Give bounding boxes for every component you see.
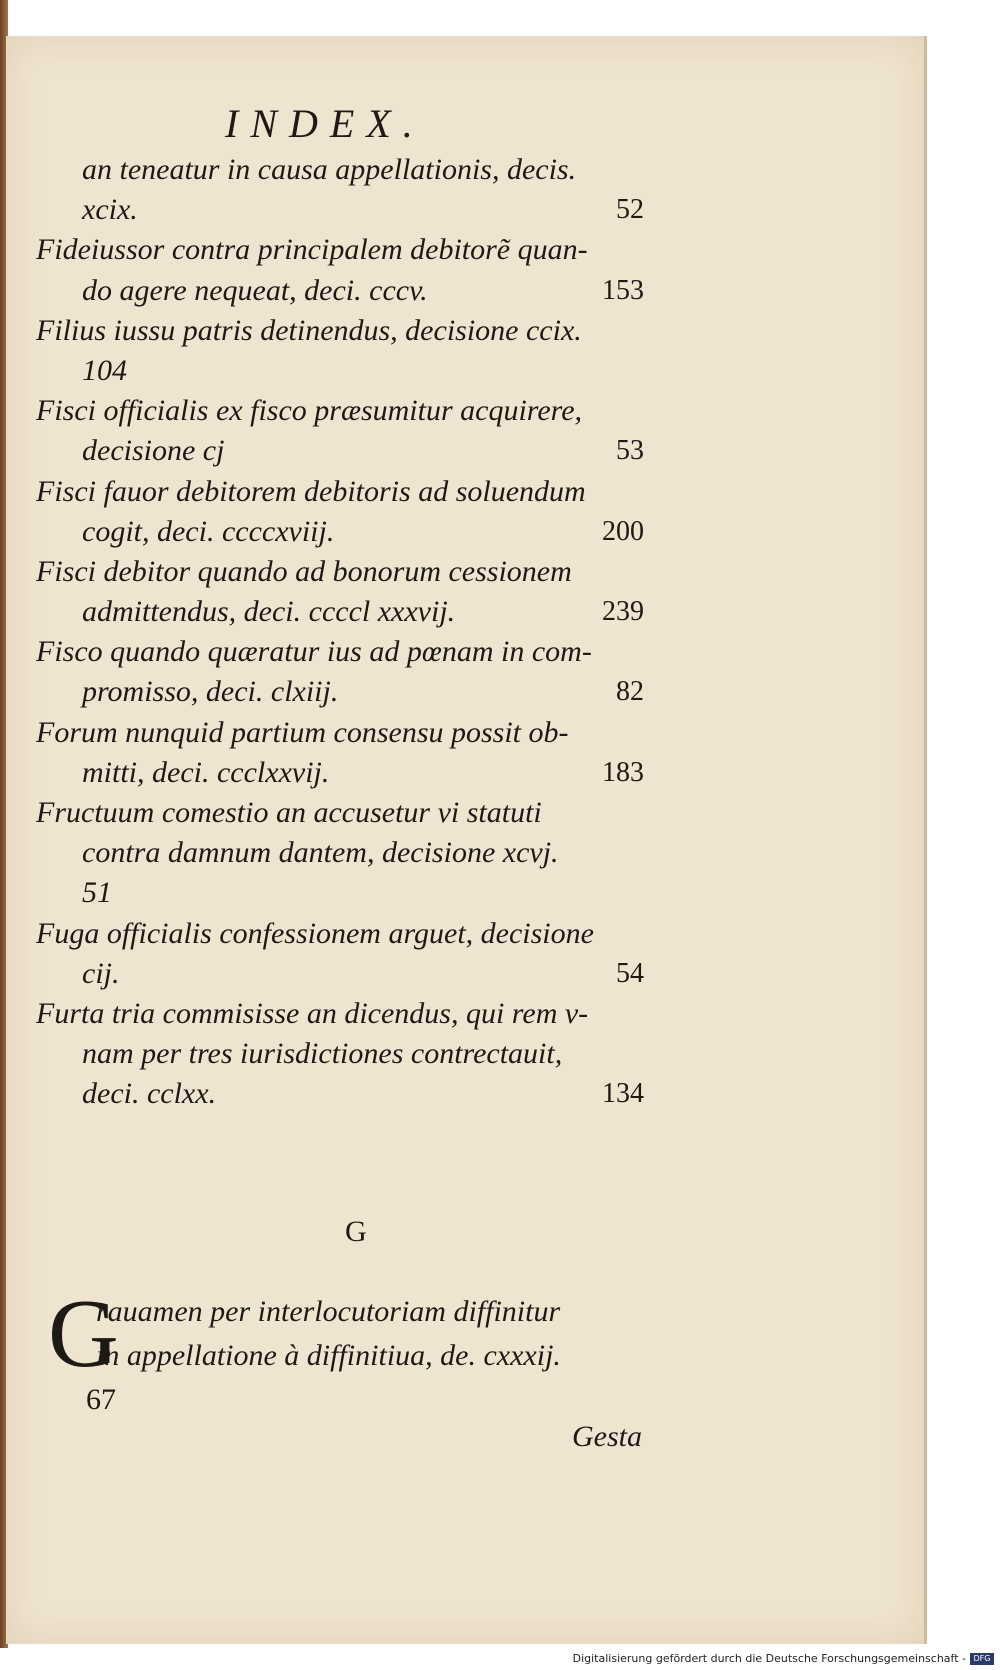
page-number: 183 — [602, 756, 644, 788]
index-line-text: cij. — [82, 956, 120, 990]
index-line — [36, 431, 656, 471]
dfg-logo-icon: DFG — [970, 1653, 994, 1665]
index-line-text: 51 — [82, 876, 112, 910]
index-line-text: Filius iussu patris detinendus, decisione ccix. — [36, 313, 582, 347]
page-number: 53 — [616, 435, 644, 467]
g-section — [48, 1280, 668, 1422]
index-line — [36, 793, 656, 833]
index-line-text: mitti, deci. ccclxxvij. — [82, 755, 330, 789]
index-line-text: Fisci fauor debitorem debitoris ad soluendum — [36, 474, 586, 508]
index-line-text: an teneatur in causa appellationis, decis. — [82, 153, 577, 186]
index-line-text: admittendus, deci. ccccl xxxvij. — [82, 595, 456, 629]
index-line-text: Fructuum comestio an accusetur vi statuti — [36, 796, 542, 829]
index-line — [36, 512, 656, 552]
index-line — [36, 351, 656, 391]
index-line — [36, 150, 656, 190]
index-line-text: Fuga officialis confessionem arguet, decisione — [36, 916, 594, 950]
index-line-text: Forum nunquid partium consensu possit ob- — [36, 715, 569, 749]
index-line — [36, 230, 656, 270]
page-number: 52 — [616, 194, 644, 226]
index-line — [36, 472, 656, 512]
index-line-text: do agere nequeat, deci. cccv. — [82, 273, 428, 307]
index-line — [36, 713, 656, 753]
index-line — [36, 914, 656, 954]
index-line-text: promisso, deci. clxiij. — [82, 675, 339, 709]
footer-credit-text: Digitalisierung gefördert durch die Deutsche Forschungsgemeinschaft - — [572, 1652, 966, 1665]
index-line-text: 104 — [82, 353, 127, 387]
index-line — [36, 311, 656, 351]
index-line — [36, 994, 656, 1034]
page-number: 200 — [602, 515, 644, 547]
index-line-text: decisione cj — [82, 434, 225, 468]
g-line-3: 67 — [86, 1383, 116, 1416]
index-line-text: contra damnum dantem, decisione xcvj. — [82, 836, 559, 870]
index-line — [36, 672, 656, 712]
index-line-text: Fisco quando quæratur ius ad pœnam in com- — [36, 635, 592, 669]
index-line — [36, 632, 656, 672]
footer-credit — [0, 1648, 1000, 1670]
index-line — [36, 190, 656, 230]
index-line-text: xcix. — [82, 193, 138, 227]
index-line-text: Fideiussor contra principalem debitorẽ quan- — [36, 233, 588, 267]
index-line — [36, 552, 656, 592]
index-line-text: Fisci officialis ex fisco præsumitur acquirere, — [36, 394, 583, 428]
index-line — [36, 1034, 656, 1074]
index-line — [36, 753, 656, 793]
page-number: 82 — [616, 676, 644, 708]
index-entries — [36, 150, 656, 1115]
index-line-text: cogit, deci. ccccxviij. — [82, 514, 335, 548]
index-line — [36, 873, 656, 913]
index-line — [36, 592, 656, 632]
page-number: 239 — [602, 596, 644, 628]
index-line-text: deci. cclxx. — [82, 1077, 217, 1111]
page-number: 153 — [602, 274, 644, 306]
drop-cap: G — [48, 1280, 119, 1388]
page-number: 134 — [602, 1078, 644, 1110]
index-line — [36, 1074, 656, 1114]
index-line-text: nam per tres iurisdictiones contrectauit, — [82, 1037, 563, 1071]
index-line-text: Fisci debitor quando ad bonorum cessionem — [36, 554, 572, 588]
index-line — [36, 954, 656, 994]
g-line-1: rauamen per interlocutoriam diffinitur — [96, 1295, 561, 1328]
index-line — [36, 833, 656, 873]
section-letter: G — [345, 1215, 367, 1248]
page-number: 54 — [616, 957, 644, 989]
g-line-2: in appellatione à diffinitiua, de. cxxxij. — [96, 1339, 561, 1372]
page-title: INDEX. — [225, 101, 425, 146]
index-line — [36, 271, 656, 311]
catchword: Gesta — [572, 1420, 642, 1453]
index-line-text: Furta tria commisisse an dicendus, qui rem v- — [36, 996, 589, 1030]
index-line — [36, 391, 656, 431]
